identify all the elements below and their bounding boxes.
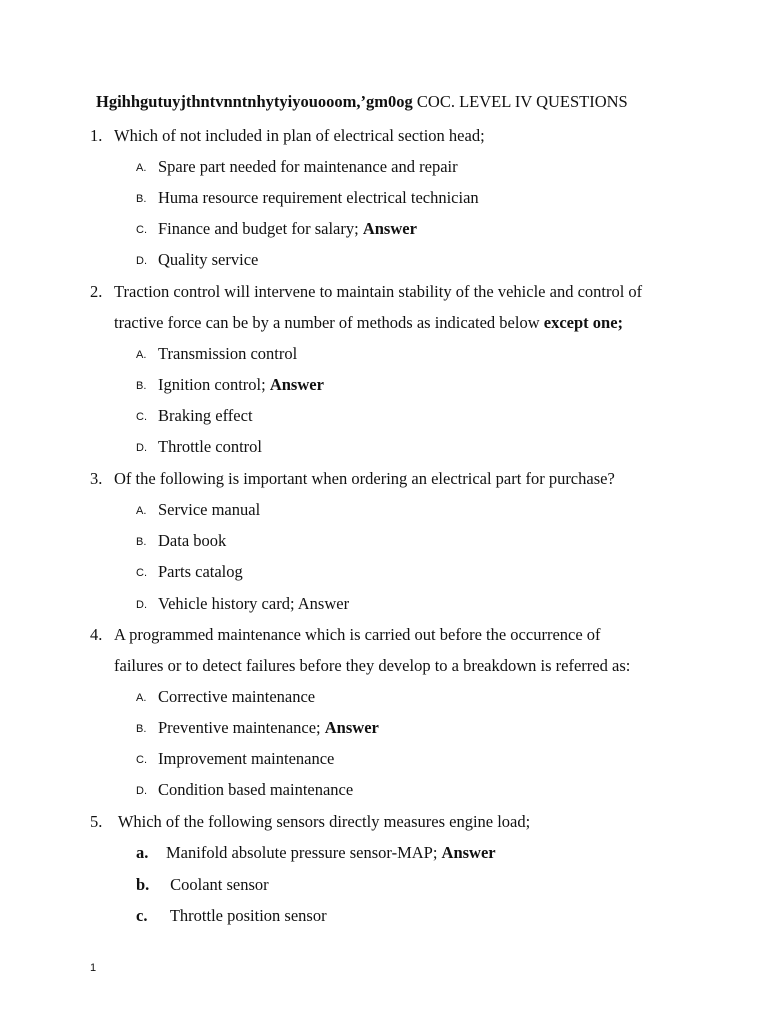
- q1-option-d: D. Quality service: [136, 250, 259, 269]
- question-4-line2: failures or to detect failures before they develop to a breakdown is referred as:: [114, 656, 631, 675]
- q5-option-b: b. Coolant sensor: [136, 875, 269, 894]
- q1-option-c: C. Finance and budget for salary; Answer: [136, 219, 417, 238]
- title-prefix: Hgihhgutuyjthntvnntnhytyiyouooom,’gm0og: [96, 92, 413, 111]
- q1-option-a: A. Spare part needed for maintenance and repair: [136, 157, 458, 176]
- question-5: 5. Which of the following sensors directly measures engine load;: [90, 812, 531, 831]
- title-main: COC. LEVEL IV QUESTIONS: [412, 92, 628, 111]
- q2-option-b: B. Ignition control; Answer: [136, 375, 324, 394]
- page-number: 1: [90, 962, 97, 974]
- question-3: 3. Of the following is important when ordering an electrical part for purchase?: [90, 469, 615, 488]
- q3-option-d: D. Vehicle history card; Answer: [136, 594, 350, 613]
- question-1: 1. Which of not included in plan of electrical section head;: [90, 126, 485, 145]
- q5-option-a: a. Manifold absolute pressure sensor-MAP; Answer: [136, 843, 496, 862]
- answer-marker: Answer: [362, 219, 417, 238]
- q3-option-a: A. Service manual: [136, 500, 261, 519]
- answer-marker: Answer: [324, 718, 379, 737]
- q5-option-c: c. Throttle position sensor: [136, 906, 327, 925]
- q3-option-c: C. Parts catalog: [136, 562, 243, 581]
- q4-option-b: B. Preventive maintenance; Answer: [136, 718, 379, 737]
- q4-option-a: A. Corrective maintenance: [136, 687, 316, 706]
- question-4: 4. A programmed maintenance which is carried out before the occurrence of: [90, 625, 601, 644]
- question-2-line2: tractive force can be by a number of methods as indicated below except one;: [114, 313, 624, 332]
- page-title: [96, 92, 628, 112]
- q3-option-b: B. Data book: [136, 531, 227, 550]
- answer-marker: Answer: [441, 843, 496, 862]
- question-2: 2. Traction control will intervene to maintain stability of the vehicle and control of: [90, 282, 643, 301]
- q4-option-d: D. Condition based maintenance: [136, 780, 354, 799]
- answer-marker: Answer: [269, 375, 324, 394]
- q4-option-c: C. Improvement maintenance: [136, 749, 335, 768]
- q2-option-d: D. Throttle control: [136, 437, 263, 456]
- q1-option-b: B. Huma resource requirement electrical technician: [136, 188, 479, 207]
- q2-option-a: A. Transmission control: [136, 344, 298, 363]
- q2-option-c: C. Braking effect: [136, 406, 253, 425]
